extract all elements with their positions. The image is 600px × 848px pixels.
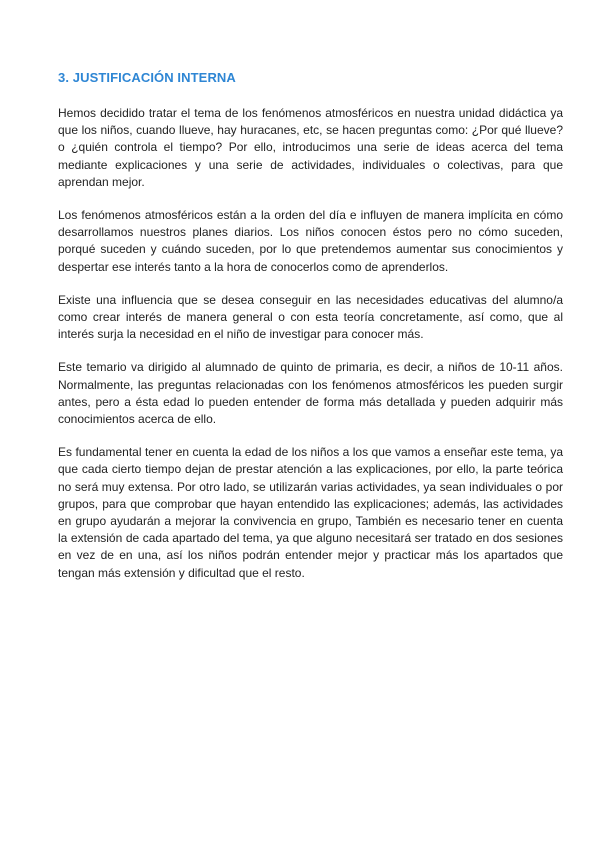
paragraph-5: Es fundamental tener en cuenta la edad de los niños a los que vamos a enseñar este tema, ya que cada cierto tiempo dejan de prestar atención a las explicaciones, por ello, la parte teórica no será muy extensa. Por otro lado, se utilizarán varias actividades, ya sean individuales o por grupos, para que comprobar que hayan entendido las explicaciones; además, las actividades en grupo ayudarán a mejorar la convivencia en grupo, También es necesario tener en cuenta la extensión de cada apartado del tema, ya que alguno necesitará ser tratado en dos sesiones en vez de en una, así los niños podrán entender mejor y practicar más los apartados que tengan más extensión y dificultad que el resto.	[58, 445, 563, 580]
paragraph-4: Este temario va dirigido al alumnado de quinto de primaria, es decir, a niños de 10-11 años. Normalmente, las preguntas relacionadas con los fenómenos atmosféricos les pueden surgir antes, pero a ésta edad lo pueden entender de forma más detallada y pueden adquirir más conocimientos acerca de ello.	[58, 360, 563, 427]
document-body	[58, 70, 563, 598]
paragraph-1: Hemos decidido tratar el tema de los fenómenos atmosféricos en nuestra unidad didáctica ya que los niños, cuando llueve, hay huracanes, etc, se hacen preguntas como: ¿Por qué llueve? o ¿quién controla el tiempo? Por ello, introducimos una serie de ideas acerca del tema mediante explicaciones y una serie de actividades, individuales o colectivas, para que aprendan mejor.	[58, 106, 563, 189]
section-heading: 3. JUSTIFICACIÓN INTERNA	[58, 70, 236, 85]
paragraph-2: Los fenómenos atmosféricos están a la orden del día e influyen de manera implícita en cómo desarrollamos nuestros planes diarios. Los niños conocen éstos pero no cómo suceden, porqué suceden y cuándo suceden, por lo que pretendemos aumentar sus conocimientos y despertar ese interés tanto a la hora de conocerlos como de aprenderlos.	[58, 208, 563, 274]
paragraph-3: Existe una influencia que se desea conseguir en las necesidades educativas del alumno/a como crear interés de manera general o con esta teoría concretamente, así como, que al interés surja la necesidad en el niño de investigar para conocer más.	[58, 292, 563, 342]
